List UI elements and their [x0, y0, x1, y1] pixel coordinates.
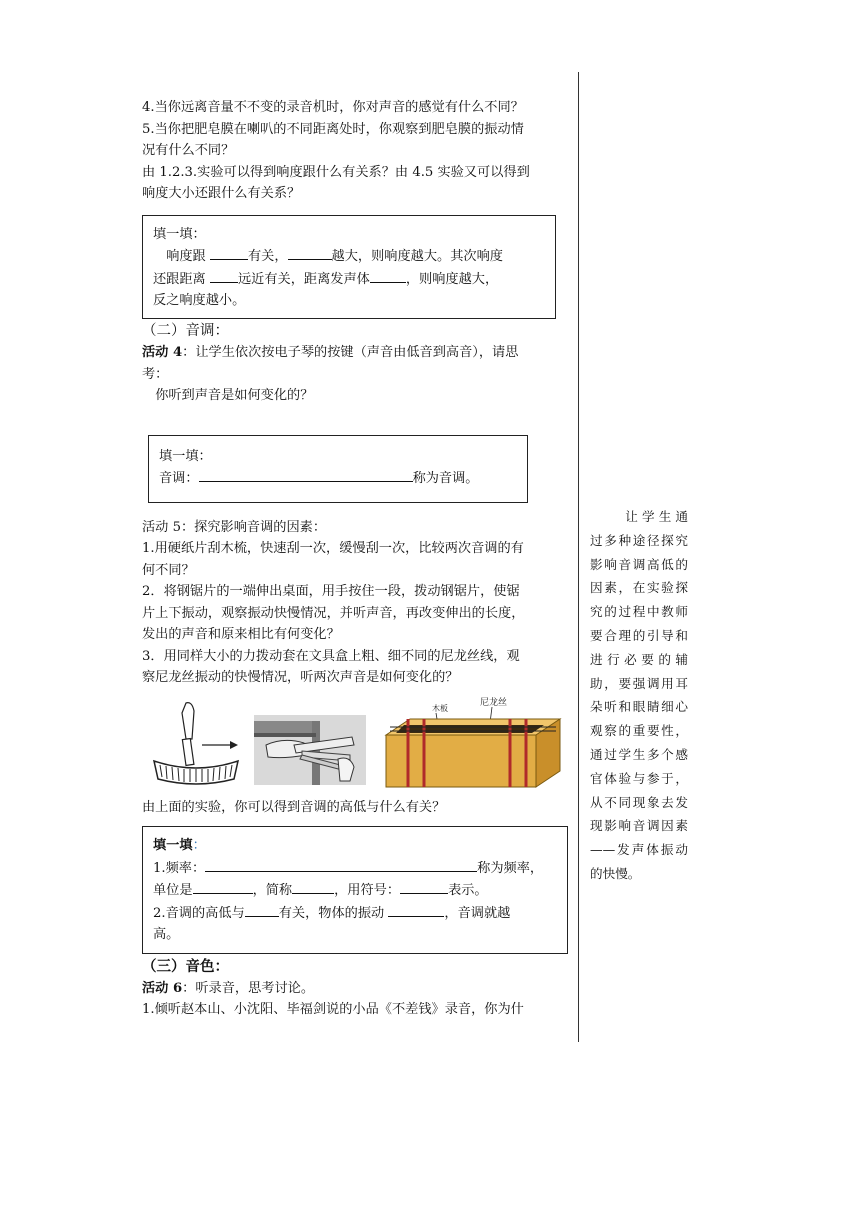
conclusion-question: 由上面的实验，你可以得到音调的高低与什么有关？: [142, 799, 446, 815]
activity-6-item1: 1.倾听赵本山、小沈阳、毕福剑说的小品《不差钱》录音，你为什: [142, 1002, 524, 1017]
activity-5-title: 活动 5：探究影响音调的因素：: [142, 519, 327, 535]
section-pitch-heading: （二）音调：: [142, 322, 229, 339]
activity-5-item2-line1: 2．将钢锯片的一端伸出桌面，用手按住一段，拨动钢锯片，使锯: [142, 584, 520, 599]
fill-in-box-frequency: [142, 826, 568, 954]
side-note-text: 让学生通过多种途径探究影响音调高低的因素，在实验探究的过程中教师要合理的引导和进行必要的辅助，要强调用耳朵听和眼睛细心观察的重要性，通过学生多个感官体验与参于，从不同现象去发现影响音调因素——发声体振动的快慢。: [590, 509, 688, 881]
fill-line-3: 反之响度越小。: [153, 293, 246, 308]
blank[interactable]: [388, 902, 444, 917]
comb-scrape-illustration: [146, 699, 246, 789]
fill-line-4: 高。: [153, 927, 180, 942]
nylon-label: 尼龙丝: [480, 696, 508, 707]
question-4: 4.当你远离音量不不变的录音机时，你对声音的感觉有什么不同？: [142, 100, 524, 115]
blank[interactable]: [205, 857, 477, 872]
blank[interactable]: [288, 245, 332, 260]
question-5-line2: 况有什么不同？: [142, 143, 235, 158]
summary-line2: 响度大小还跟什么有关系？: [142, 186, 301, 201]
activity-5-item3-line1: 3．用同样大小的力拨动套在文具盒上粗、细不同的尼龙丝线，观: [142, 648, 520, 664]
question-5-line1: 5.当你把肥皂膜在喇叭的不同距离处时，你观察到肥皂膜的振动情: [142, 121, 524, 137]
activity-6-line: 活动 6：听录音，思考讨论。: [142, 980, 315, 996]
fill-in-box-pitch: [148, 435, 528, 503]
nylon-string-box-illustration: [380, 695, 564, 791]
main-column: [142, 72, 572, 1021]
blank[interactable]: [370, 268, 406, 283]
summary-line1: 由 1.2.3.实验可以得到响度跟什么有关系？由 4.5 实验又可以得到: [142, 164, 530, 180]
wood-label: 木板: [432, 703, 448, 713]
fill-line-1: 1.频率： 称为频率，: [153, 857, 557, 880]
activity-5-item1-line1: 1.用硬纸片刮木梳，快速刮一次，缓慢刮一次，比较两次音调的有: [142, 541, 524, 556]
activity-5-item2-line2: 片上下振动，观察振动快慢情况，并听声音，再改变伸出的长度，: [142, 605, 525, 621]
fill-title: 填一填：: [153, 226, 206, 242]
activity-4-question: 你听到声音是如何变化的？: [155, 388, 314, 403]
teacher-side-note: [590, 505, 688, 886]
blank[interactable]: [400, 879, 448, 894]
blank[interactable]: [292, 879, 334, 894]
blank[interactable]: [210, 245, 248, 260]
blank[interactable]: [210, 268, 238, 283]
activity-5-item3-line2: 察尼龙丝振动的快慢情况，听两次声音是如何变化的？: [142, 670, 459, 685]
activity-5-item2-line3: 发出的声音和原来相比有何变化？: [142, 627, 340, 642]
fill-line-3: 2.音调的高低与 有关，物体的振动 ，音调就越: [153, 902, 557, 925]
activity-5-item1-line2: 何不同？: [142, 562, 195, 578]
blank[interactable]: [199, 467, 413, 482]
section-timbre-heading: （三）音色：: [142, 958, 229, 975]
fill-title: 填一填：: [159, 448, 212, 464]
fill-line-1: 响度跟 有关， 越大，则响度越大。其次响度: [153, 245, 545, 268]
blank[interactable]: [193, 879, 253, 894]
fill-line-2: 单位是 ，简称 ，用符号： 表示。: [153, 879, 557, 902]
experiment-figures: [142, 695, 572, 791]
activity-4-line1: 活动 4：让学生依次按电子琴的按键（声音由低音到高音），请思: [142, 345, 519, 360]
fill-title: 填一填：: [153, 838, 206, 853]
activity-4-line2: 考：: [142, 366, 169, 382]
fill-line-2: 还跟距离 远近有关，距离发声体 ，则响度越大，: [153, 268, 545, 291]
blank[interactable]: [245, 902, 279, 917]
fill-line-1: 音调： 称为音调。: [159, 467, 517, 490]
saw-blade-illustration: [254, 715, 366, 785]
fill-in-box-loudness: [142, 215, 556, 319]
column-divider: [578, 72, 579, 1042]
